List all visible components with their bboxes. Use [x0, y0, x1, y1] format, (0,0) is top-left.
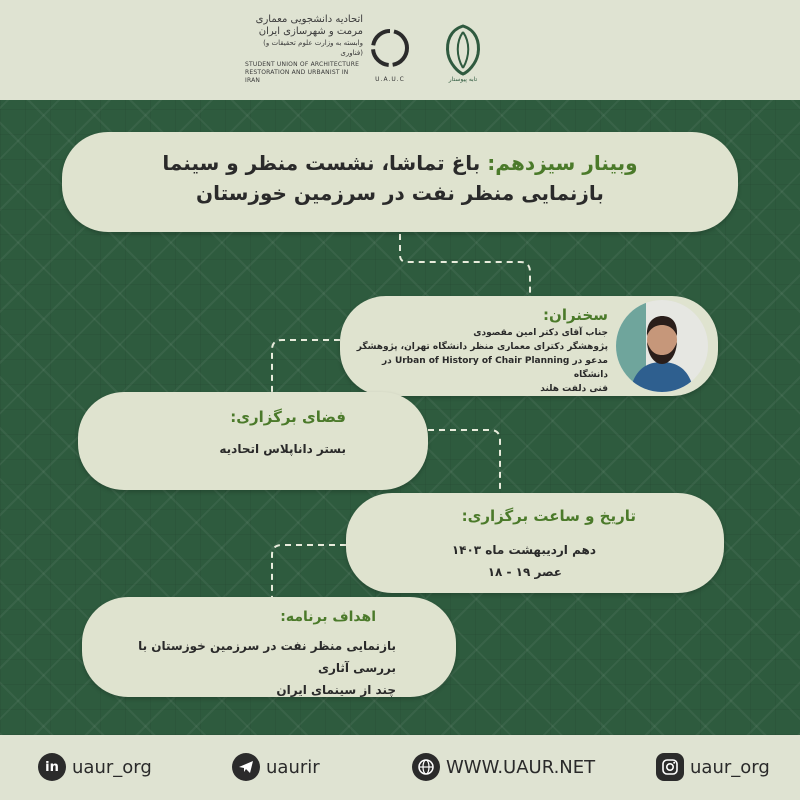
- speaker-bio-line3: فنی دلفت هلند: [540, 384, 608, 394]
- org-name-block: [245, 14, 363, 85]
- title-line2: بازنمایی منظر نفت در سرزمین خوزستان: [196, 181, 604, 205]
- linkedin-handle: uaur_org: [72, 756, 152, 778]
- goals-card: [82, 597, 456, 697]
- telegram-handle: uaurir: [266, 756, 320, 778]
- speakers-label: سخنران:: [543, 306, 608, 324]
- title-line1: [62, 148, 738, 178]
- uauc-logo-icon: [366, 22, 414, 82]
- speakers-card: [340, 296, 718, 396]
- title-line1-text: باغ تماشا، نشست منظر و سینما: [162, 151, 488, 175]
- event-date: دهم اردیبهشت ماه ۱۴۰۳: [451, 543, 596, 557]
- title-prefix: وبینار سیزدهم:: [487, 151, 638, 175]
- instagram-icon: [656, 753, 684, 781]
- footer-bar: [0, 735, 800, 800]
- datetime-card: [346, 493, 724, 593]
- goals-text: [96, 635, 396, 701]
- org-name-line3: (وابسته به وزارت علوم تحقیقات و فناوری): [263, 39, 363, 57]
- goals-label: اهداف برنامه:: [280, 609, 376, 625]
- website-link[interactable]: [412, 751, 595, 783]
- goals-line1: بازنمایی منظر نفت در سرزمین خوزستان با بررسی آثاری: [138, 639, 396, 675]
- speaker-avatar: [616, 300, 708, 392]
- goals-line2: چند از سینمای ایران: [276, 683, 396, 697]
- org-name-line2: مرمت و شهرسازی ایران: [258, 26, 363, 37]
- title-card: [62, 132, 738, 232]
- venue-card: [78, 392, 428, 490]
- website-url: WWW.UAUR.NET: [446, 756, 596, 778]
- telegram-link[interactable]: [232, 751, 320, 783]
- event-time: ۱۸ - ۱۹ عصر: [487, 565, 562, 579]
- speaker-bio-line1: پژوهشگر دکترای معماری منظر دانشگاه تهران، پژوهشگر: [356, 342, 608, 352]
- leaf-logo-label: تابه پیوستار: [448, 76, 478, 83]
- globe-icon: [412, 753, 440, 781]
- speaker-name: جناب آقای دکتر امین مقصودی: [473, 328, 608, 338]
- instagram-handle: uaur_org: [690, 756, 770, 778]
- speaker-photo-icon: [616, 300, 708, 392]
- venue-label: فضای برگزاری:: [230, 408, 346, 426]
- linkedin-link[interactable]: [38, 751, 152, 783]
- speakers-details: [348, 326, 608, 396]
- org-name-line1: اتحادیه دانشجویی معماری: [255, 14, 363, 25]
- telegram-icon: [232, 753, 260, 781]
- uauc-logo-label: U.A.U.C: [375, 76, 405, 83]
- leaf-logo-icon: [440, 20, 486, 80]
- instagram-link[interactable]: [656, 751, 770, 783]
- linkedin-icon: in: [38, 753, 66, 781]
- datetime-label: تاریخ و ساعت برگزاری:: [461, 507, 636, 525]
- org-name-en-line2: RESTORATION AND URBANIST IN IRAN: [245, 69, 349, 84]
- org-name-en-line1: STUDENT UNION OF ARCHITECTURE: [245, 61, 360, 68]
- venue-value: بستر داناپلاس اتحادیه: [219, 442, 346, 456]
- header-bar: [0, 0, 800, 100]
- speaker-bio-line2: مدعو در Urban of History of Chair Planning در دانشگاه: [382, 356, 608, 380]
